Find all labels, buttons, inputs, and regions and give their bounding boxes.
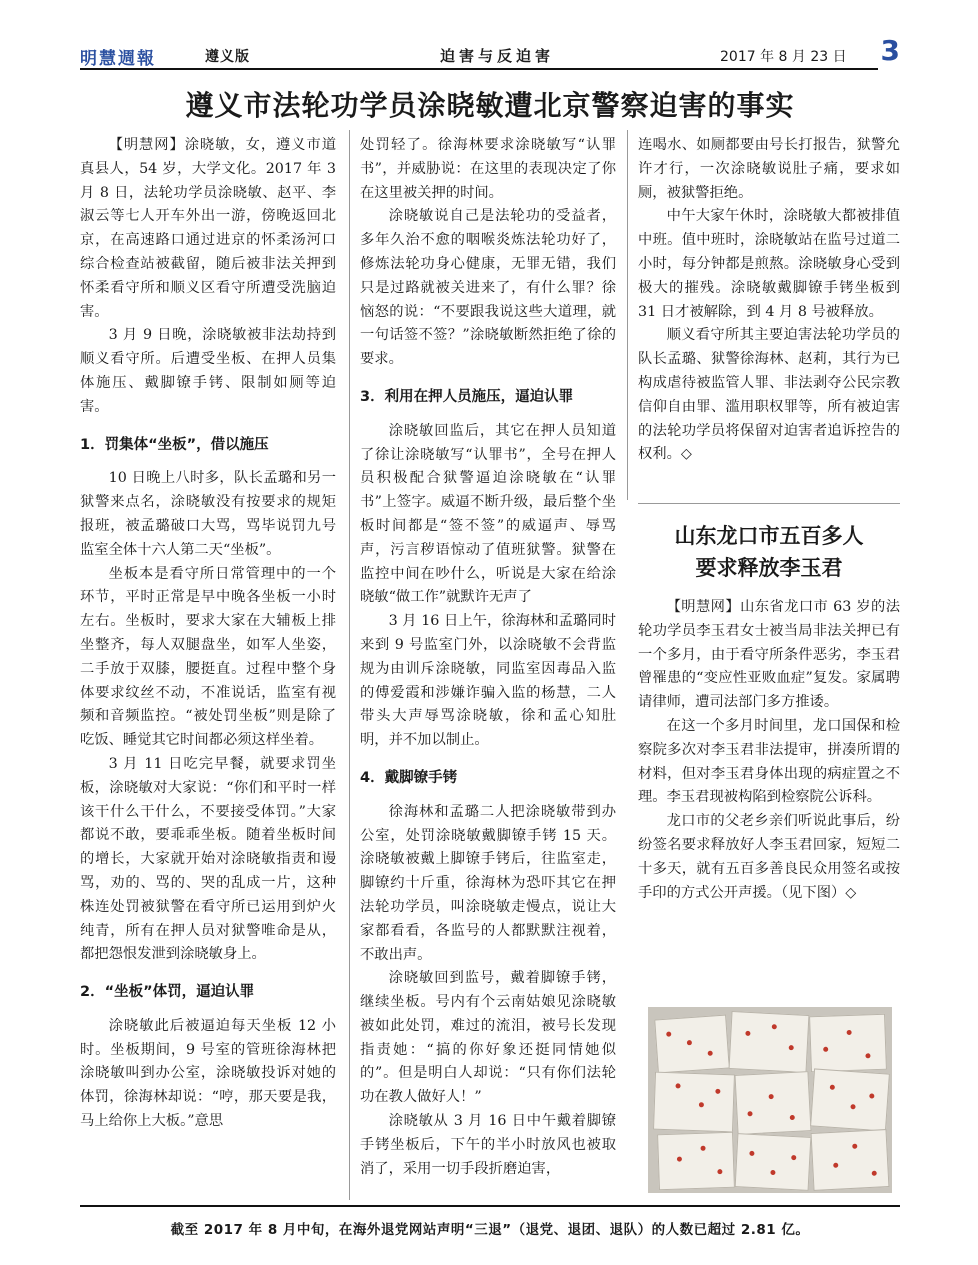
petition-sheet (729, 1011, 810, 1073)
edition-label: 遵义版 (205, 49, 250, 65)
section-heading: 2．“坐板”体罚，逼迫认罪 (80, 984, 255, 1001)
petition-sheet (653, 1072, 735, 1133)
petition-sheet (810, 1068, 890, 1131)
main-article-title: 遵义市法轮功学员涂晓敏遭北京警察迫害的事实 (185, 89, 795, 122)
petition-sheet (811, 1129, 890, 1191)
side-title-line-2: 要求释放李玉君 (695, 556, 843, 580)
article-column-1 (80, 134, 336, 1134)
paragraph: 在这一个多月时间里，龙口国保和检察院多次对李玉君非法提审，拼凑所谓的材料，但对李玉君身体出现的病症置之不理。李玉君现被构陷到检察院公诉科。 (638, 717, 900, 806)
side-article-body (638, 596, 900, 905)
column-divider (627, 130, 628, 500)
paragraph: 【明慧网】涂晓敏，女，遵义市道真县人，54 岁，大学文化。2017 年 3 月 8 日，法轮功学员涂晓敏、赵平、李淑云等七人开车外出一游，傍晚返回北京，在高速路口通过进京的怀柔汤河口综合检查站被截留，随后被非法关押到怀柔看守所和顺义区看守所遭受洗脑迫害。 (80, 137, 336, 320)
petition-sheet (657, 1132, 735, 1191)
paragraph: 中午大家午休时，涂晓敏大都被排值中班。值中班时，涂晓敏站在监号过道二小时，每分钟都是煎熬。涂晓敏身心受到极大的摧残。涂晓敏戴脚镣手铐坐板到 31 日才被解除，到 4 月 8 号被释放。 (638, 208, 900, 320)
paragraph: 涂晓敏说自己是法轮功的受益者，多年久治不愈的咽喉炎炼法轮功好了，修炼法轮功身心健康，无罪无错，我们只是过路就被关进来了，有什么罪？徐恼怒的说：“不要跟我说这些大道理，就一句话签不签？”涂晓敏断然拒绝了徐的要求。 (360, 208, 616, 368)
side-article-divider (638, 503, 900, 504)
section-title: 迫害与反迫害 (440, 47, 555, 65)
paragraph: 3 月 16 日上午，徐海林和孟璐同时来到 9 号监室门外，以涂晓敏不会背监规为由训斥涂晓敏，同监室因毒品入监的傅爱霞和涉嫌诈骗入监的杨慧，二人带头大声辱骂涂晓敏，徐和孟心知肚明，并不加以制止。 (360, 613, 616, 749)
paragraph: 【明慧网】山东省龙口市 63 岁的法轮功学员李玉君女士被当局非法关押已有一个多月，由于看守所条件恶劣，李玉君曾罹患的“变应性亚败血症”复发。家属聘请律师，遭司法部门多方推诿。 (638, 599, 900, 711)
petition-sheet (734, 1071, 811, 1135)
petition-sheet (735, 1133, 812, 1191)
section-heading: 4．戴脚镣手铐 (360, 769, 458, 786)
newspaper-brand: 明慧週報 (80, 49, 156, 69)
column-divider (349, 130, 350, 1200)
petition-sheet (809, 1014, 887, 1073)
section-heading: 1．罚集体“坐板”，借以施压 (80, 436, 269, 453)
paragraph: 连喝水、如厕都要由号长打报告，狱警允许才行，一次涂晓敏说肚子痛，要求如厕，被狱警拒绝。 (638, 137, 900, 201)
paragraph: 涂晓敏此后被逼迫每天坐板 12 小时。坐板期间，9 号室的管班徐海林把涂晓敏叫到办公室，涂晓敏投诉对她的体罚，徐海林却说：“哼，那天要是我，马上给你上大板。”意思 (80, 1017, 336, 1130)
petition-sheet (654, 1015, 730, 1074)
paragraph: 3 月 11 日吃完早餐，就要求罚坐板，涂晓敏对大家说：“你们和平时一样该干什么干什么，不要接受体罚。”大家都说不敢，要乖乖坐板。随着坐板时间的增长，大家就开始对涂晓敏指责和谩骂，劝的、骂的、哭的乱成一片，这种株连处罚被狱警在看守所已运用到炉火纯青，所有在押人员对狱警唯命是从，都把怨恨发泄到涂晓敏身上。 (80, 755, 336, 963)
paragraph: 3 月 9 日晚，涂晓敏被非法劫持到顺义看守所。后遭受坐板、在押人员集体施压、戴脚镣手铐、限制如厕等迫害。 (80, 327, 336, 415)
article-column-2 (360, 134, 616, 1181)
paragraph: 处罚轻了。徐海林要求涂晓敏写“认罪书”，并威胁说：在这里的表现决定了你在这里被关押的时间。 (360, 137, 616, 201)
header-rule (80, 68, 878, 70)
issue-date: 2017 年 8 月 23 日 (720, 49, 847, 65)
paragraph: 10 日晚上八时多，队长孟璐和另一狱警来点名，涂晓敏没有按要求的规矩报班，被孟璐破口大骂，骂毕说罚九号监室全体十六人第二天“坐板”。 (80, 470, 336, 558)
paragraph: 徐海林和孟璐二人把涂晓敏带到办公室，处罚涂晓敏戴脚镣手铐 15 天。涂晓敏被戴上脚镣手铐后，往监室走，脚镣约十斤重，徐海林为恐吓其它在押法轮功学员，叫涂晓敏走慢点，说让大家都看看，各监号的人都默默注视着，不敢出声。 (360, 803, 616, 963)
footer-rule (80, 1205, 900, 1207)
paragraph: 坐板本是看守所日常管理中的一个环节，平时正常是早中晚各坐板一小时左右。坐板时，要求大家在大辅板上排坐整齐，每人双腿盘坐，如军人坐姿，二手放于双膝，腰挺直。过程中整个身体要求纹丝不动，不准说话，监室有视频和音频监控。“被处罚坐板”则是除了吃饭、睡觉其它时间都必须这样坐着。 (80, 565, 336, 749)
paragraph: 龙口市的父老乡亲们听说此事后，纷纷签名要求释放好人李玉君回家，短短二十多天，就有五百多善良民众用签名或按手印的方式公开声援。（见下图）◇ (638, 813, 900, 901)
side-article-title (638, 520, 900, 584)
paragraph: 顺义看守所其主要迫害法轮功学员的队长孟璐、狱警徐海林、赵莉，其行为已构成虐待被监管人罪、非法剥夺公民宗教信仰自由罪、滥用职权罪等，所有被迫害的法轮功学员将保留对迫害者追诉控告的权利。◇ (638, 327, 900, 463)
petition-signatures-photo (648, 1007, 892, 1193)
paragraph: 涂晓敏回监后，其它在押人员知道了徐让涂晓敏写“认罪书”，全号在押人员积极配合狱警逼迫涂晓敏在“认罪书”上签字。威逼不断升级，最后整个坐板时间都是“签不签”的威逼声、辱骂声，污言秽语惊动了值班狱警。狱警在监控中间在吵什么，听说是大家在给涂晓敏“做工作”就默许无声了 (360, 422, 616, 606)
paragraph: 涂晓敏从 3 月 16 日中午戴着脚镣手铐坐板后，下午的半小时放风也被取消了，采用一切手段折磨迫害， (360, 1113, 616, 1177)
paragraph: 涂晓敏回到监号，戴着脚镣手铐，继续坐板。号内有个云南姑娘见涂晓敏被如此处罚，难过的流泪，被号长发现指责她：“搞的你好象还挺同情她似的”。但是明白人却说：“只有你们法轮功在教人做好人！” (360, 970, 616, 1106)
page-number: 3 (880, 34, 900, 67)
article-column-3 (638, 134, 900, 467)
footer-notice: 截至 2017 年 8 月中旬，在海外退党网站声明“三退”（退党、退团、退队）的人数已超过 2.81 亿。 (170, 1222, 810, 1238)
side-title-line-1: 山东龙口市五百多人 (674, 524, 864, 548)
section-heading: 3．利用在押人员施压，逼迫认罪 (360, 388, 574, 405)
